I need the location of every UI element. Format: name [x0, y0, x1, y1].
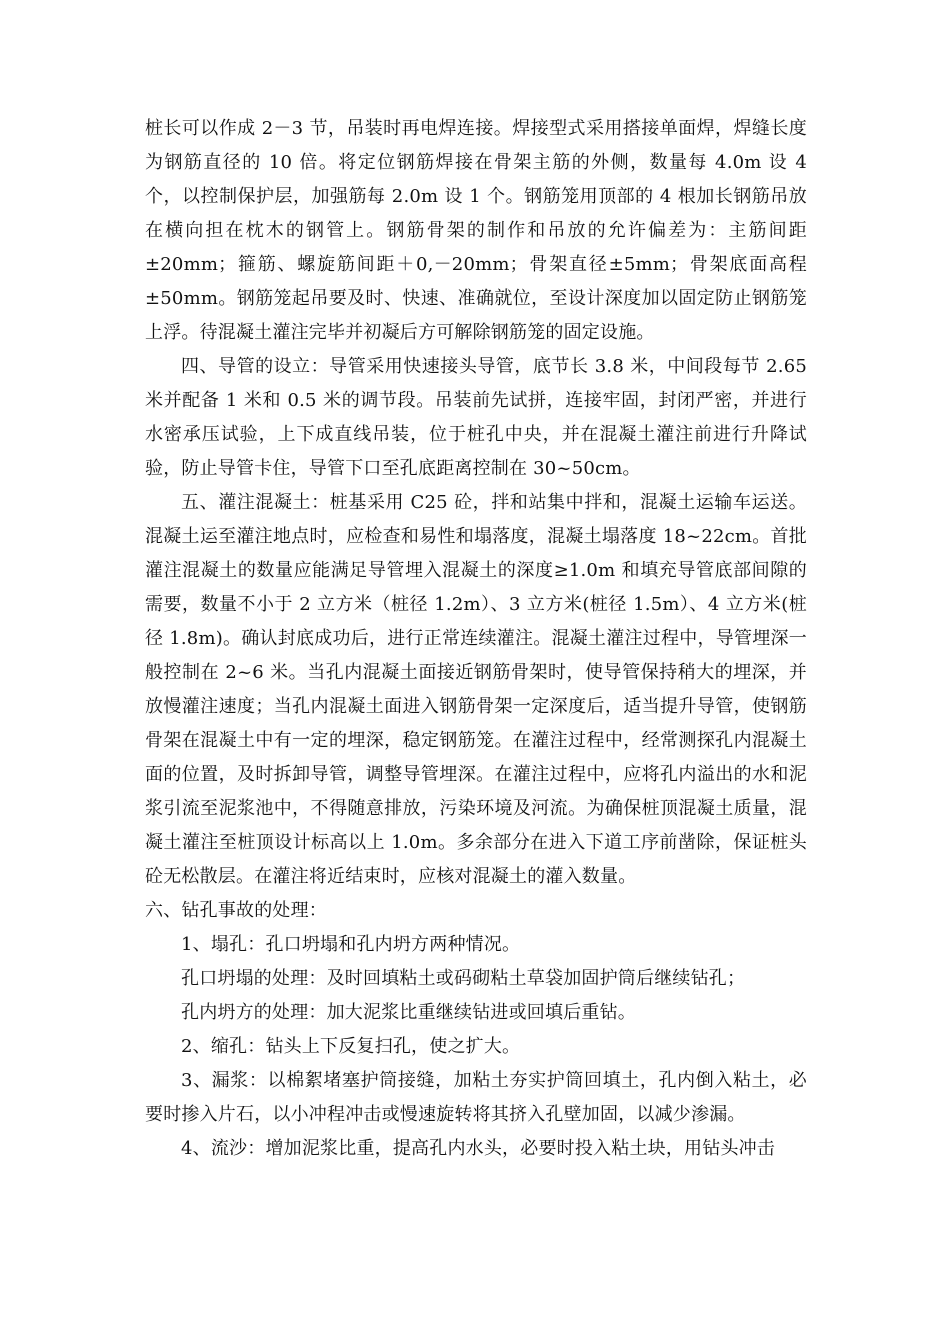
paragraph-rebar-cage: 桩长可以作成 2－3 节，吊装时再电焊连接。焊接型式采用搭接单面焊，焊缝长度为钢筋直径的 10 倍。将定位钢筋焊接在骨架主筋的外侧，数量每 4.0m 设 4 个，以控制保护层，加强筋每 2.0m 设 1 个。钢筋笼用顶部的 4 根加长钢筋吊放在横向担在枕木的钢管上。钢筋骨架的制作和吊放的允许偏差为：主筋间距±20mm；箍筋、螺旋筋间距＋0,－20mm；骨架直径±5mm；骨架底面高程±50mm。钢筋笼起吊要及时、快速、准确就位，至设计深度加以固定防止钢筋笼上浮。待混凝土灌注完毕并初凝后方可解除钢筋笼的固定设施。	[145, 118, 807, 343]
heading-drilling-accidents: 六、钻孔事故的处理：	[145, 900, 327, 921]
item-collapse-orifice: 孔口坍塌的处理：及时回填粘土或码砌粘土草袋加固护筒后继续钻孔；	[181, 968, 746, 989]
item-leakage: 3、漏浆：以棉絮堵塞护筒接缝，加粘土夯实护筒回填土，孔内倒入粘土，必要时掺入片石，以小冲程冲击或慢速旋转将其挤入孔壁加固，以减少渗漏。	[145, 1070, 807, 1125]
document-body	[145, 112, 807, 1166]
item-collapse-inner: 孔内坍方的处理：加大泥浆比重继续钻进或回填后重钻。	[181, 1002, 636, 1023]
item-shrinkage: 2、缩孔：钻头上下反复扫孔，使之扩大。	[181, 1036, 521, 1057]
item-collapse: 1、塌孔：孔口坍塌和孔内坍方两种情况。	[181, 934, 521, 955]
paragraph-guide-pipe: 四、导管的设立：导管采用快速接头导管，底节长 3.8 米，中间段每节 2.65 米并配备 1 米和 0.5 米的调节段。吊装前先试拼，连接牢固，封闭严密，并进行水密承压试验，上下成直线吊装，位于桩孔中央，并在混凝土灌注前进行升降试验，防止导管卡住，导管下口至孔底距离控制在 30~50cm。	[145, 356, 807, 479]
paragraph-concrete-pouring: 五、灌注混凝土：桩基采用 C25 砼，拌和站集中拌和，混凝土运输车运送。混凝土运至灌注地点时，应检查和易性和塌落度，混凝土塌落度 18~22cm。首批灌注混凝土的数量应能满足导管埋入混凝土的深度≥1.0m 和填充导管底部间隙的需要，数量不小于 2 立方米（桩径 1.2m）、3 立方米(桩径 1.5m）、4 立方米(桩径 1.8m)。确认封底成功后，进行正常连续灌注。混凝土灌注过程中，导管埋深一般控制在 2~6 米。当孔内混凝土面接近钢筋骨架时，使导管保持稍大的埋深，并放慢灌注速度；当孔内混凝土面进入钢筋骨架一定深度后，适当提升导管，使钢筋骨架在混凝土中有一定的埋深，稳定钢筋笼。在灌注过程中，经常测探孔内混凝土面的位置，及时拆卸导管，调整导管埋深。在灌注过程中，应将孔内溢出的水和泥浆引流至泥浆池中，不得随意排放，污染环境及河流。为确保桩顶混凝土质量，混凝土灌注至桩顶设计标高以上 1.0m。多余部分在进入下道工序前凿除，保证桩头砼无松散层。在灌注将近结束时，应核对混凝土的灌入数量。	[145, 492, 807, 887]
item-quicksand: 4、流沙：增加泥浆比重，提高孔内水头，必要时投入粘土块，用钻头冲击	[181, 1138, 776, 1159]
